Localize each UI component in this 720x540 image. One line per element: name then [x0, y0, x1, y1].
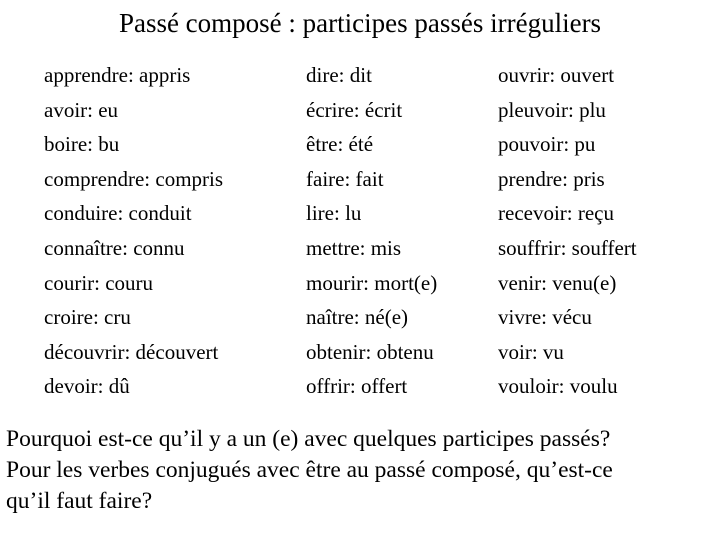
verb-list-column-2: [306, 58, 437, 404]
verb-list-column-1: [44, 58, 223, 404]
list-item: obtenir: obtenu: [306, 339, 434, 364]
list-item: venir: venu(e): [498, 270, 617, 295]
list-item: naître: né(e): [306, 305, 409, 330]
list-item: vivre: vécu: [498, 305, 592, 330]
list-item: voir: vu: [498, 339, 564, 364]
list-item: prendre: pris: [498, 166, 605, 191]
question-line: Pourquoi est-ce qu’il y a un (e) avec quelques participes passés?: [6, 426, 611, 452]
list-item: découvrir: découvert: [44, 339, 219, 364]
list-item: lire: lu: [306, 201, 362, 226]
list-item: devoir: dû: [44, 374, 130, 399]
list-item: mourir: mort(e): [306, 270, 438, 295]
list-item: croire: cru: [44, 305, 131, 330]
list-item: recevoir: reçu: [498, 201, 615, 226]
discussion-question: [6, 424, 718, 517]
list-item: comprendre: compris: [44, 166, 224, 191]
list-item: vouloir: voulu: [498, 374, 618, 399]
list-item: ouvrir: ouvert: [498, 63, 615, 87]
list-item: écrire: écrit: [306, 97, 403, 122]
list-item: pouvoir: pu: [498, 132, 596, 157]
list-item: avoir: eu: [44, 97, 119, 122]
list-item: souffrir: souffert: [498, 235, 637, 260]
list-item: connaître: connu: [44, 235, 185, 260]
list-item: courir: couru: [44, 270, 154, 295]
list-item: être: été: [306, 132, 374, 157]
list-item: apprendre: appris: [44, 63, 191, 87]
page-title: Passé composé : participes passés irréguliers: [118, 8, 602, 38]
question-line: Pour les verbes conjugués avec être au passé composé, qu’est-ce: [6, 457, 613, 483]
list-item: pleuvoir: plu: [498, 97, 606, 122]
list-item: faire: fait: [306, 166, 384, 191]
list-item: mettre: mis: [306, 235, 402, 260]
list-item: offrir: offert: [306, 374, 408, 399]
verb-list-column-3: [498, 58, 637, 404]
list-item: boire: bu: [44, 132, 120, 157]
list-item: dire: dit: [306, 63, 372, 87]
question-line: qu’il faut faire?: [6, 488, 153, 514]
list-item: conduire: conduit: [44, 201, 192, 226]
